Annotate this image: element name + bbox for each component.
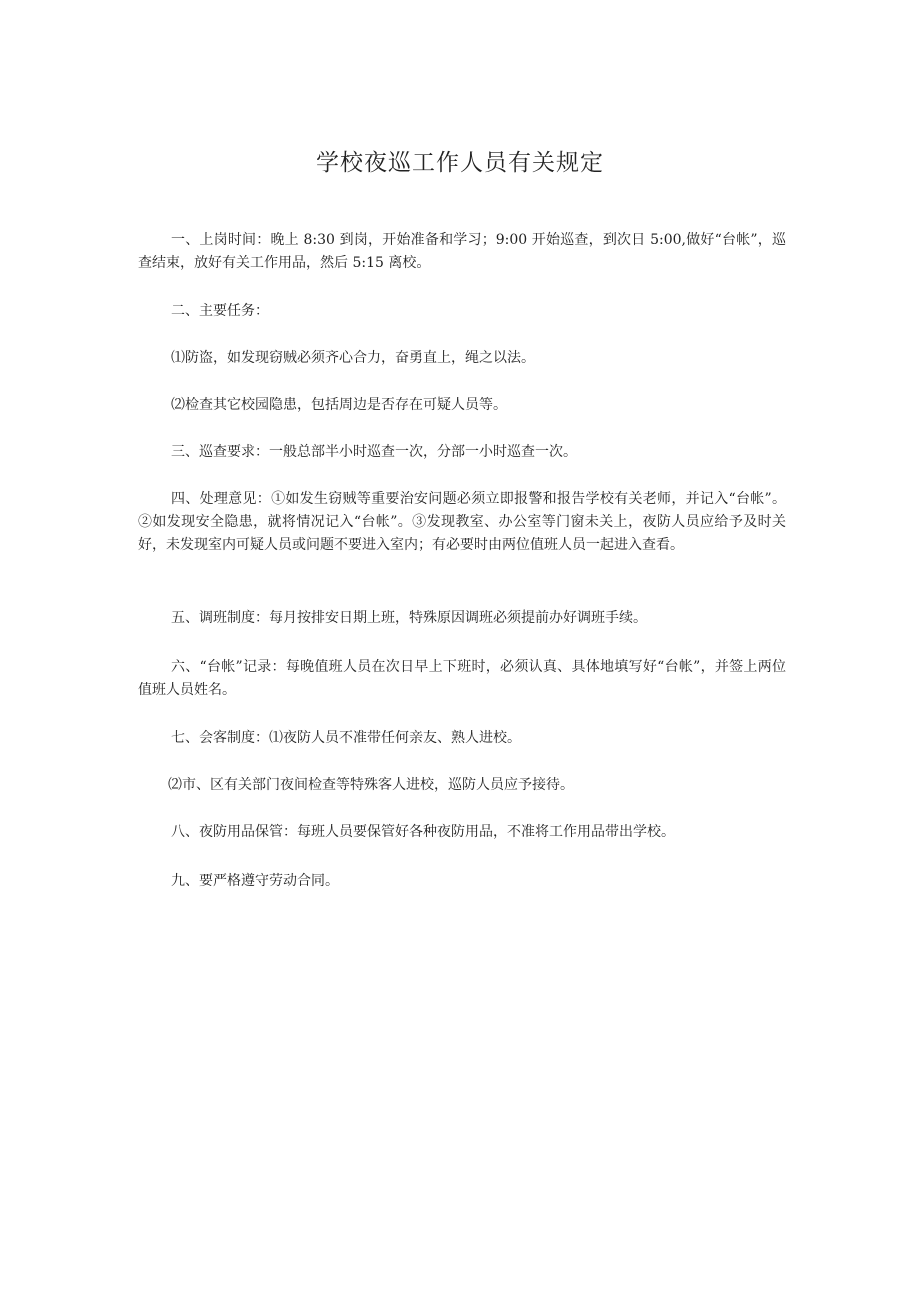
document-title: 学校夜巡工作人员有关规定 [316, 150, 604, 176]
paragraph-shift-swap: 五、调班制度：每月按排安日期上班，特殊原因调班必须提前办好调班手续。 [171, 610, 647, 626]
paragraph-visitors: 七、会客制度：⑴夜防人员不准带任何亲友、熟人进校。 [171, 730, 521, 746]
paragraph-equipment: 八、夜防用品保管：每班人员要保管好各种夜防用品，不准将工作用品带出学校。 [171, 824, 675, 840]
paragraph-task-hazards: ⑵检查其它校园隐患，包括周边是否存在可疑人员等。 [171, 397, 507, 413]
paragraph-main-tasks: 二、主要任务： [171, 303, 269, 319]
paragraph-handling: 四、处理意见：①如发生窃贼等重要治安问题必须立即报警和报告学校有关老师，并记入“台帐”。②如发现安全隐患，就将情况记入“台帐”。③发现教室、办公室等门窗未关上，夜防人员应给予及时关好，未发现室内可疑人员或问题不要进入室内；有必要时由两位值班人员一起进入查看。 [138, 491, 786, 553]
paragraph-visitors-official: ⑵市、区有关部门夜间检查等特殊客人进校，巡防人员应予接待。 [168, 777, 574, 793]
paragraph-work-hours: 一、上岗时间：晚上 8:30 到岗，开始准备和学习；9:00 开始巡查，到次日 5:00,做好“台帐”，巡查结束，放好有关工作用品，然后 5:15 离校。 [138, 232, 786, 271]
paragraph-ledger-record: 六、“台帐”记录：每晚值班人员在次日早上下班时，必须认真、具体地填写好“台帐”，并签上两位值班人员姓名。 [138, 659, 786, 698]
paragraph-labor-contract: 九、要严格遵守劳动合同。 [171, 873, 339, 889]
paragraph-task-theft: ⑴防盗，如发现窃贼必须齐心合力，奋勇直上，绳之以法。 [171, 350, 535, 366]
paragraph-patrol-requirements: 三、巡查要求：一般总部半小时巡查一次，分部一小时巡查一次。 [171, 444, 577, 460]
